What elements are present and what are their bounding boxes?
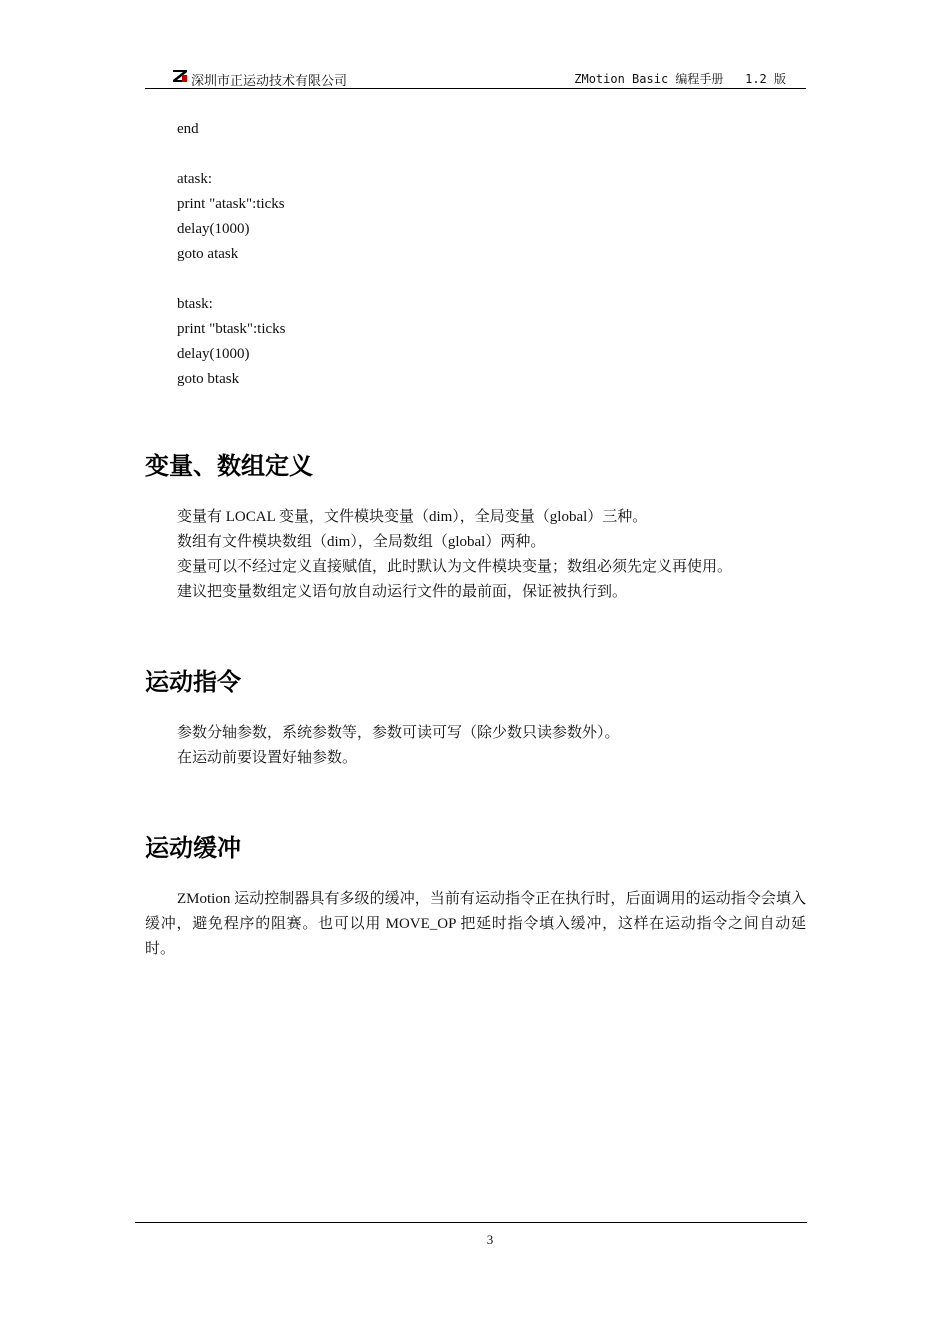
code-line [177,142,286,167]
motion-buffer-paragraph: ZMotion 运动控制器具有多级的缓冲，当前有运动指令正在执行时，后面调用的运动指令会填入缓冲，避免程序的阻赛。也可以用 MOVE_OP 把延时指令填入缓冲，这样在运动指令之间自动延时。 [145,891,806,957]
variables-paragraph [177,505,807,605]
manual-version: 1.2 版 [745,72,786,86]
code-line: delay(1000) [177,221,250,237]
code-line: goto btask [177,371,240,387]
company-logo-icon [173,70,187,82]
code-line: end [177,121,199,137]
text-line: 参数分轴参数，系统参数等，参数可读可写（除少数只读参数外）。 [177,725,620,741]
text-line: 变量有 LOCAL 变量，文件模块变量（dim），全局变量（global）三种。 [177,509,648,525]
company-name: 深圳市正运动技术有限公司 [191,74,348,89]
heading-motion-buffer: 运动缓冲 [145,834,241,862]
heading-variables: 变量、数组定义 [145,452,313,480]
motion-commands-paragraph [177,721,807,771]
code-block [177,117,286,392]
footer-divider [135,1222,807,1223]
code-line: atask: [177,171,212,187]
code-line: print "atask":ticks [177,196,285,212]
page-header [145,66,806,89]
code-line: print "btask":ticks [177,321,286,337]
page-number: 3 [486,1232,494,1247]
code-line: goto atask [177,246,239,262]
text-line: 建议把变量数组定义语句放自动运行文件的最前面，保证被执行到。 [177,584,628,600]
code-line: btask: [177,296,213,312]
text-line: 在运动前要设置好轴参数。 [177,750,358,766]
code-line [177,267,286,292]
text-line: 变量可以不经过定义直接赋值，此时默认为文件模块变量；数组必须先定义再使用。 [177,559,733,575]
heading-motion-commands: 运动指令 [145,668,241,696]
text-line: 数组有文件模块数组（dim），全局数组（global）两种。 [177,534,546,550]
manual-title [574,70,786,87]
manual-title-text: ZMotion Basic 编程手册 [574,72,724,86]
code-line: delay(1000) [177,346,250,362]
